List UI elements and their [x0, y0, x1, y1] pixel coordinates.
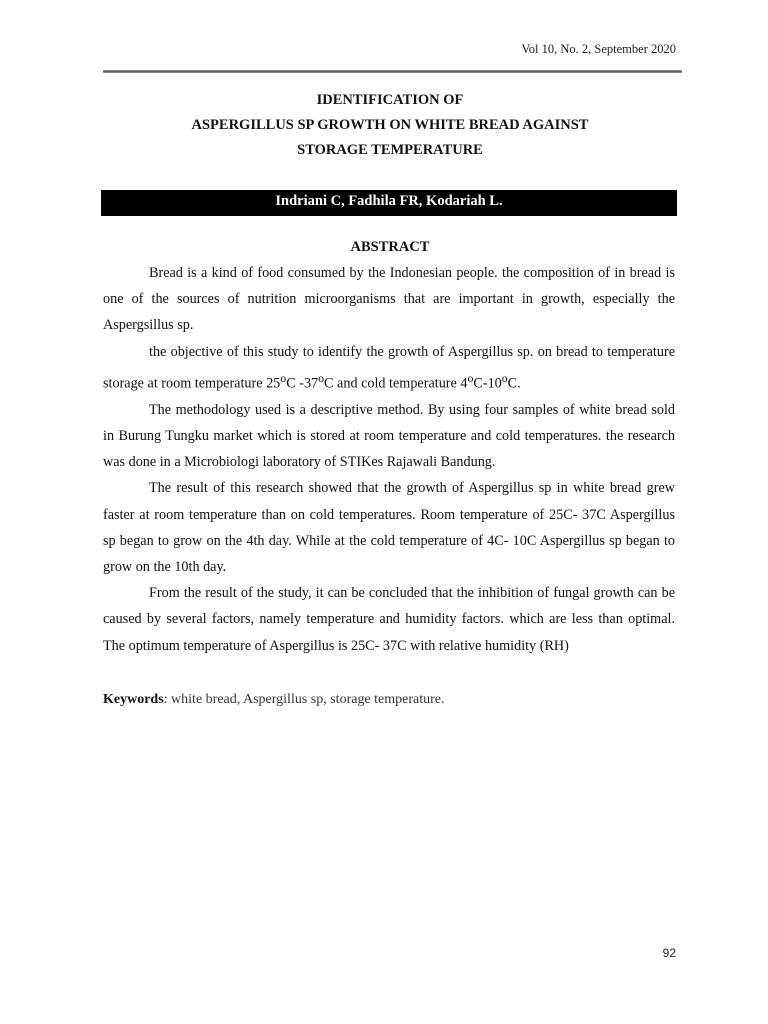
p2-text-a: the objective of this study to identify the growth of Aspergillus sp. on bread to temperature storage at room temperature 25 — [103, 343, 675, 392]
header-divider — [103, 70, 682, 73]
title-line-2: ASPERGILLUS SP GROWTH ON WHITE BREAD AGAINST — [191, 117, 589, 133]
p2-text-c: C and cold temperature 4 — [324, 375, 468, 392]
abstract-paragraph-2 — [103, 339, 675, 397]
p2-text-d: C-10 — [473, 375, 502, 392]
abstract-body — [103, 260, 675, 659]
abstract-paragraph-3: The methodology used is a descriptive method. By using four samples of white bread sold in Burung Tungku market which is stored at room temperature and cold temperatures. the research was done in a Microbiologi laboratory of STIKes Rajawali Bandung. — [103, 401, 675, 471]
p2-text-b: C -37 — [286, 375, 319, 392]
degree-symbol: o — [280, 370, 287, 385]
keywords-text: : white bread, Aspergillus sp, storage temperature. — [163, 692, 445, 707]
paper-title — [103, 88, 677, 163]
degree-symbol: o — [467, 370, 474, 385]
degree-symbol: o — [501, 370, 508, 385]
keywords-label: Keywords — [103, 692, 164, 707]
title-line-3: STORAGE TEMPERATURE — [297, 142, 483, 158]
authors-bar: Indriani C, Fadhila FR, Kodariah L. — [101, 190, 677, 216]
degree-symbol: o — [318, 370, 325, 385]
abstract-paragraph-4: The result of this research showed that the growth of Aspergillus sp in white bread grew faster at room temperature than on cold temperatures. Room temperature of 25C- 37C Aspergillus sp began to grow on the 4th day. While at the cold temperature of 4C- 10C Aspergillus sp began to grow on the 10th day. — [103, 480, 675, 575]
title-line-1: IDENTIFICATION OF — [316, 92, 464, 108]
keywords-line — [103, 692, 675, 708]
journal-issue: Vol 10, No. 2, September 2020 — [521, 42, 676, 56]
p2-text-e: C. — [507, 375, 521, 392]
abstract-heading: ABSTRACT — [350, 239, 430, 255]
page-number: 92 — [662, 946, 676, 960]
abstract-paragraph-1: Bread is a kind of food consumed by the Indonesian people. the composition of in bread is one of the sources of nutrition microorganisms that are important in growth, especially the Aspergsillus sp. — [103, 265, 675, 334]
abstract-paragraph-5: From the result of the study, it can be concluded that the inhibition of fungal growth can be caused by several factors, namely temperature and humidity factors. which are less than optimal. The optimum temperature of Aspergillus is 25C- 37C with relative humidity (RH) — [103, 585, 675, 654]
